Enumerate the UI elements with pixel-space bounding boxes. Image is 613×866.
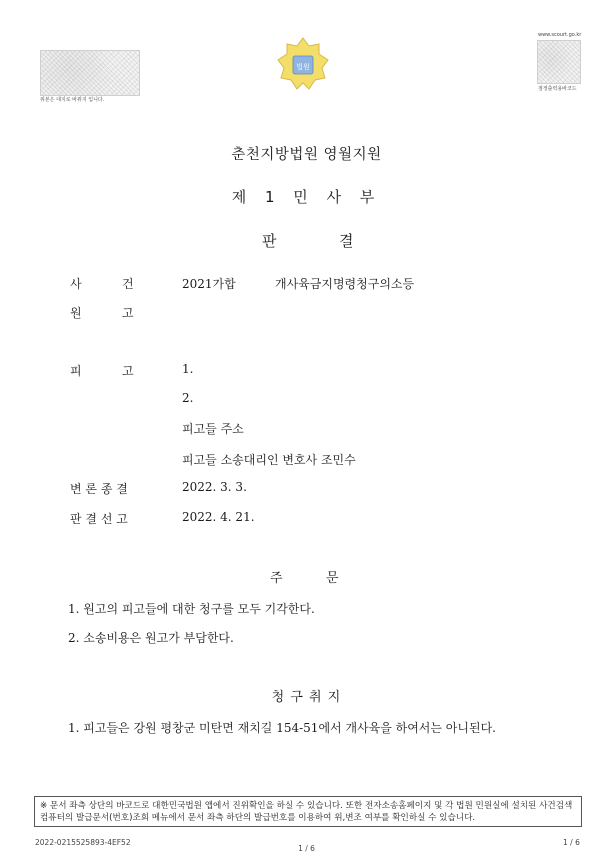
closing-label: 변 론 종 결 <box>70 482 128 496</box>
closing-date: 2022. 3. 3. <box>182 480 247 494</box>
order-heading-left: 주 <box>270 571 283 586</box>
plaintiff-label-2: 고 <box>122 306 134 320</box>
defendants-counsel: 피고들 소송대리인 변호사 조민수 <box>182 453 356 467</box>
defendants-address: 피고들 주소 <box>182 422 244 436</box>
authenticity-barcode <box>40 50 140 96</box>
ruling-label: 판 결 선 고 <box>70 512 128 526</box>
page-number-center: 1 / 6 <box>298 844 315 853</box>
emblem-text: 법원 <box>296 63 310 71</box>
page-number-right: 1 / 6 <box>563 838 580 847</box>
left-barcode-caption: 위본은 대지로 바꿔지 입니다. <box>40 97 105 103</box>
verdict-title-right: 결 <box>339 232 354 250</box>
plaintiff-label-1: 원 <box>70 306 82 320</box>
case-number: 2021가합 <box>182 277 236 291</box>
defendant-label-1: 피 <box>70 364 82 378</box>
right-barcode-caption: 점정출력용바코드 <box>538 86 577 92</box>
claim-heading: 청 구 취 지 <box>271 690 342 705</box>
print-barcode <box>537 40 581 84</box>
order-heading-right: 문 <box>326 571 339 586</box>
case-label-2: 건 <box>122 277 134 291</box>
court-emblem <box>275 36 331 92</box>
defendant-label-2: 고 <box>122 364 134 378</box>
court-name: 춘천지방법원 영월지원 <box>231 147 382 163</box>
court-url: www.scourt.go.kr <box>538 32 582 38</box>
ruling-date: 2022. 4. 21. <box>182 510 255 524</box>
division-name: 제 1 민 사 부 <box>231 188 382 206</box>
order-item-2: 2. 소송비용은 원고가 부담한다. <box>68 631 234 645</box>
defendant-2: 2. <box>182 391 194 405</box>
defendant-1: 1. <box>182 362 194 376</box>
claim-item-1: 1. 피고들은 강원 평창군 미탄면 재치길 154-51에서 개사육을 하여서는 아니된다. <box>68 721 496 735</box>
court-emblem-icon <box>275 36 331 92</box>
verdict-title-left: 판 <box>262 232 277 250</box>
order-item-1: 1. 원고의 피고들에 대한 청구를 모두 기각한다. <box>68 602 315 616</box>
issue-number: 2022-0215525893-4EF52 <box>35 838 131 847</box>
authenticity-notice: ※ 문서 좌측 상단의 바코드로 대한민국법원 앱에서 진위확인을 하실 수 있습니다. 또한 전자소송홈페이지 및 각 법원 민원실에 설치된 사건검색 컴퓨터의 발급문서(번호)조회 메뉴에서 문서 좌측 하단의 발급번호를 이용하여 위,변조 여부를 확인하실 수 있습니다. <box>34 796 582 827</box>
case-label-1: 사 <box>70 277 82 291</box>
case-name: 개사육금지명령청구의소등 <box>275 277 415 291</box>
